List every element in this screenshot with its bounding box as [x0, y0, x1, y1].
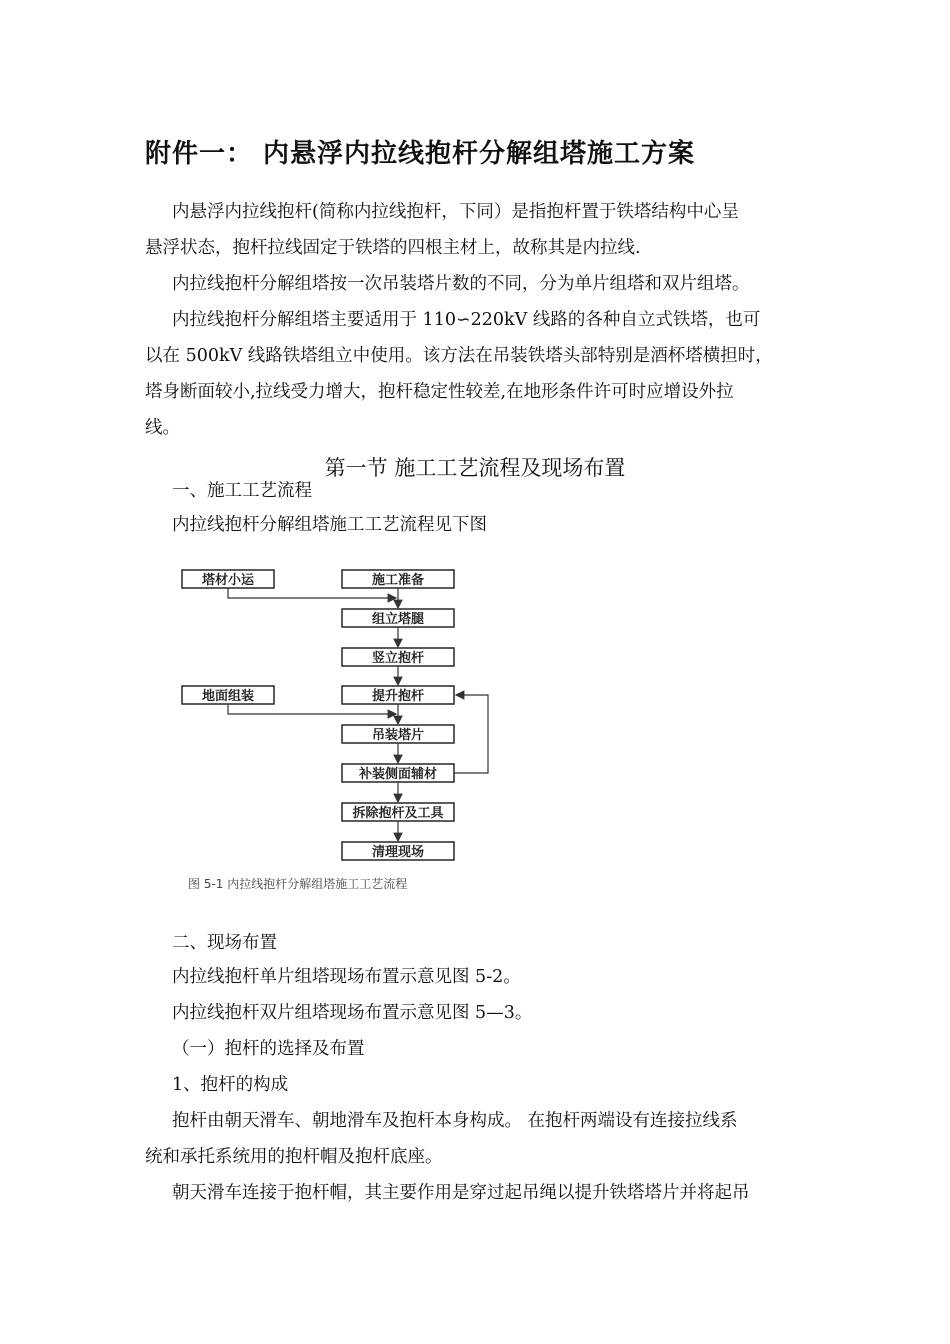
- svg-text:清理现场: 清理现场: [371, 845, 425, 860]
- paragraph-line: 统和承托系统用的抱杆帽及抱杆底座。: [145, 1147, 443, 1167]
- flow-box-lift-pole: [342, 686, 454, 704]
- paragraph-line: 线。: [145, 418, 180, 438]
- flow-box-tower-transport: [182, 570, 274, 588]
- svg-text:施工准备: 施工准备: [371, 573, 425, 588]
- subheading: 一、施工工艺流程: [172, 481, 312, 501]
- paragraph-line: 以在 500kV 线路铁塔组立中使用。该方法在吊装铁塔头部特别是酒杯塔横担时，: [145, 346, 773, 366]
- svg-text:塔材小运: 塔材小运: [201, 573, 255, 588]
- flow-box-prep: [342, 570, 454, 588]
- process-flowchart: [170, 560, 510, 900]
- paragraph-line: 抱杆由朝天滑车、朝地滑车及抱杆本身构成。 在抱杆两端设有连接拉线系: [172, 1111, 738, 1131]
- figure-caption: 图 5-1 内拉线抱杆分解组塔施工工艺流程: [188, 877, 408, 891]
- subheading: 1、抱杆的构成: [172, 1075, 289, 1095]
- svg-text:组立塔腿: 组立塔腿: [371, 612, 425, 627]
- paragraph-line: 内拉线抱杆双片组塔现场布置示意见图 5—3。: [172, 1003, 533, 1023]
- flow-box-dismantle: [342, 803, 454, 821]
- paragraph-line: 塔身断面较小,拉线受力增大，抱杆稳定性较差,在地形条件许可时应增设外拉: [145, 382, 734, 402]
- paragraph-line: 内拉线抱杆单片组塔现场布置示意见图 5-2。: [172, 967, 521, 987]
- flow-box-ground-assembly: [182, 686, 274, 704]
- paragraph-line: 内悬浮内拉线抱杆(简称内拉线抱杆，下同）是指抱杆置于铁塔结构中心呈: [172, 202, 739, 222]
- paragraph-line: 内拉线抱杆分解组塔主要适用于 110∽220kV 线路的各种自立式铁塔，也可: [172, 310, 761, 330]
- svg-text:提升抱杆: 提升抱杆: [371, 689, 425, 704]
- section-heading: 第一节 施工工艺流程及现场布置: [324, 456, 626, 480]
- subheading: （一）抱杆的选择及布置: [172, 1039, 365, 1059]
- paragraph-line: 朝天滑车连接于抱杆帽，其主要作用是穿过起吊绳以提升铁塔塔片并将起吊: [172, 1183, 750, 1203]
- paragraph-line: 悬浮状态，抱杆拉线固定于铁塔的四根主材上，故称其是内拉线.: [145, 238, 641, 258]
- flow-box-erect-pole: [342, 648, 454, 666]
- svg-text:拆除抱杆及工具: 拆除抱杆及工具: [352, 806, 444, 821]
- flow-box-hoist-panels: [342, 725, 454, 743]
- flow-box-cleanup: [342, 842, 454, 860]
- svg-text:地面组装: 地面组装: [201, 689, 255, 704]
- paragraph-line: 内拉线抱杆分解组塔按一次吊装塔片数的不同，分为单片组塔和双片组塔。: [172, 274, 750, 294]
- svg-text:补装侧面辅材: 补装侧面辅材: [358, 767, 438, 782]
- svg-text:竖立抱杆: 竖立抱杆: [371, 651, 425, 666]
- svg-text:吊装塔片: 吊装塔片: [371, 728, 425, 743]
- paragraph-line: 内拉线抱杆分解组塔施工工艺流程见下图: [172, 515, 487, 535]
- flow-box-legs: [342, 609, 454, 627]
- page-title: 附件一： 内悬浮内拉线抱杆分解组塔施工方案: [145, 139, 696, 169]
- subheading: 二、现场布置: [172, 933, 277, 953]
- flow-box-side-members: [342, 764, 454, 782]
